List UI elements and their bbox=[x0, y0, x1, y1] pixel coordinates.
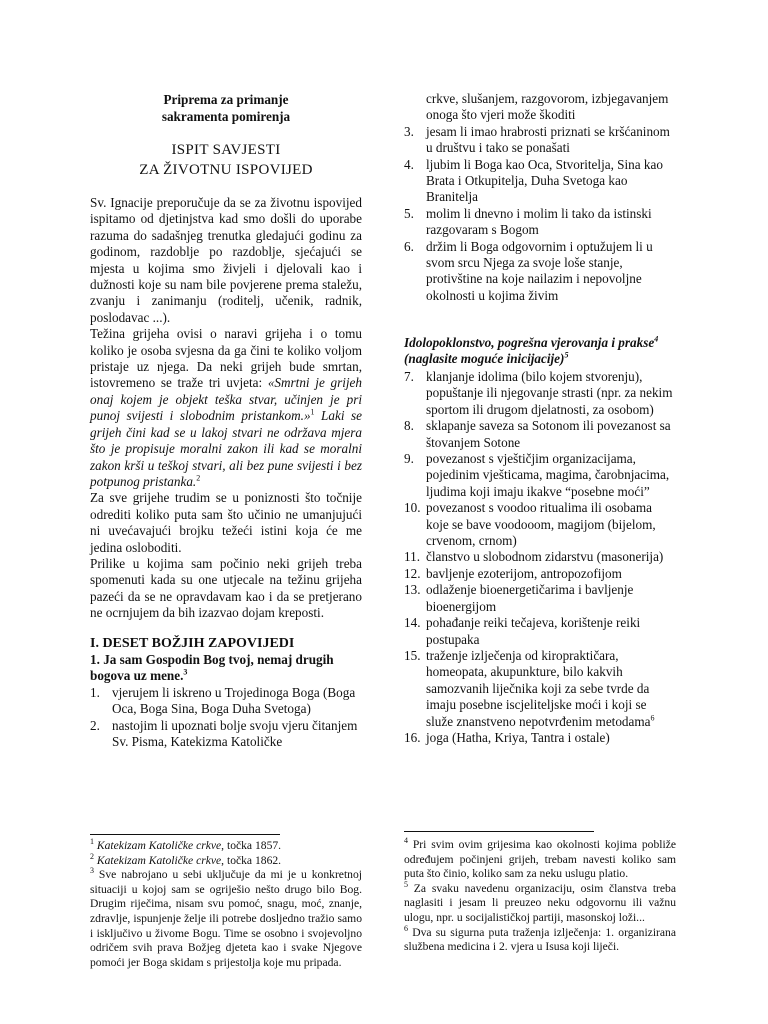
footnote-ref: 3 bbox=[183, 667, 188, 677]
right-list-top bbox=[404, 91, 676, 304]
list-item: 2. nastojim li upoznati bolje svoju vjeru čitanjem Sv. Pisma, Katekizma Katoličke bbox=[90, 717, 358, 749]
section-title: I. DESET BOŽJIH ZAPOVIJEDI bbox=[90, 635, 295, 651]
idolatry-heading: Idolopoklonstvo, pogrešna vjerovanja i prakse$^4$ (naglasite moguće inicijacije)$^5$ bbox=[404, 334, 659, 367]
footnote-divider bbox=[404, 831, 594, 832]
footnote-ref: 6 bbox=[650, 713, 655, 723]
commandment-heading: 1. Ja sam Gospodin Bog tvoj, nemaj drugih bogova uz mene.$^3$ bbox=[90, 651, 334, 684]
footnote-ref: 2 bbox=[196, 473, 201, 483]
list-item: 6. držim li Boga odgovornim i optužujem li u svom srcu Njega za svoje loše stanje, protivštine na koje nailazim i nepovoljne okolnosti u kojima živim bbox=[404, 238, 653, 303]
list-item: 1. vjerujem li iskreno u Trojedinoga Boga (Boga Oca, Boga Sina, Boga Duha Svetoga) bbox=[90, 684, 356, 717]
paragraph-intro: Sv. Ignacije preporučuje da se za životnu ispovijed ispitamo od djetinjstva kad smo došli do uporabe razuma do sadašnjeg trenutka gledajući godinu za godinom, razdoblje po razdoblje, sjećajući se mjesta u kojima smo živjeli i djelovali kao i dužnosti koje su nam bile povjerene prema staležu, zvanju i zanimanju (roditelj, učenik, radnik, poslodavac ...). bbox=[90, 195, 362, 325]
footnote-ref: 4 bbox=[654, 334, 659, 344]
footnote: $^6$ Dva su sigurna puta traženja izlječenja: 1. organizirana službena medicina i 2. vjera u Isusa koji liječi. bbox=[404, 923, 676, 954]
left-column bbox=[90, 0, 362, 1024]
paragraph-circumstances: Prilike u kojima sam počinio neki grijeh treba spomenuti kada su one utjecale na težinu grijeha pazeći da se ne opravdavam kao i da se pretjerano ne ocrnjujem da bih izazvao dojam kreposti. bbox=[90, 555, 362, 621]
footnote: $^2$ Katekizam Katoličke crkve, točka 1862. bbox=[90, 851, 282, 867]
list-item: 9. povezanost s vještičjim organizacijama, pojedinim vješticama, magima, čarobnjacima, ljudima koji imaju ikakve “posebne moći” bbox=[404, 451, 670, 499]
list-item-continuation: crkve, slušanjem, razgovorom, izbjegavanjem onoga što vjeri može škoditi bbox=[426, 91, 669, 123]
right-column bbox=[404, 0, 676, 1024]
list-item: 5. molim li dnevno i molim li tako da istinski razgovaram s Bogom bbox=[404, 205, 652, 238]
list-item: 11. članstvo u slobodnom zidarstvu (masonerija) bbox=[404, 549, 664, 565]
document-heading: ISPIT SAVJESTI ZA ŽIVOTNU ISPOVIJED bbox=[139, 142, 313, 178]
list-item: 12. bavljenje ezoterijom, antropozofijom bbox=[404, 565, 622, 581]
footnote-ref: 5 bbox=[564, 351, 569, 361]
idolatry-list bbox=[404, 369, 676, 746]
list-item: 14. pohađanje reiki tečajeva, korištenje reiki postupaka bbox=[404, 615, 641, 647]
footnote: $^5$ Za svaku navedenu organizaciju, osim članstva treba naglasiti i jesam li preuzeo neku odgovornu ili važnu ulogu, npr. u socijalističkoj partiji, masonskoj loži... bbox=[404, 879, 676, 924]
commandment-list-continued bbox=[404, 124, 676, 304]
footnote: $^4$ Pri svim ovim grijesima kao okolnosti kojima pobliže određujem počinjeni grijeh, trebam navesti koliko sam puta što činio, koliko sam za neku uslugu platio. bbox=[404, 836, 676, 881]
list-item: 15. traženje izlječenja od kiropraktičara, homeopata, akupunkture, bilo kakvih samozvanih liječnika koji za sebe tvrde da imaju posebne iscjeliteljske moći i koji se služe znanstveno nepotvrđenim metodama$^6$ bbox=[404, 647, 655, 729]
left-body bbox=[90, 195, 362, 750]
footnote-ref: 1 bbox=[310, 407, 315, 417]
list-item: 3. jesam li imao hrabrosti priznati se kršćaninom u društvu i tako se ponašati bbox=[404, 123, 670, 156]
list-item: 8. sklapanje saveza sa Sotonom ili povezanost sa štovanjem Sotone bbox=[404, 418, 671, 450]
paragraph-gravity: Težina grijeha ovisi o naravi grijeha i o tomu koliko je osoba svjesna da ga čini te koliko voljom pristaje uz njega. Da neki grijeh bude smrtan, istovremeno se traže tri uvjeta: «Smrtni je grijeh onaj kojem je objekt teška stvar, učinjen je pri punoj svijesti i slobodnim pristankom.»$^1$ Laki se grijeh čini kad se u lakoj stvari ne održava mjera što je propisuje moralni zakon ili kad se moralni zakon krši u teškoj stvari, ali bez pune svijesti i bez potpunog pristanka.$^2$ bbox=[90, 326, 362, 489]
footnote: $^3$ Sve nabrojano u sebi uključuje da mi je u konkretnoj situaciji u kojoj sam se ogriješio nešto drugo bilo Bog. Drugim riječima, nisam svu pomoć, snagu, moć, znanje, zdravlje, ispunjenje želje ili potrebe dosljedno tražio samo i isključivo u živome Bogu. Time se osobno i svojevoljno odričem svih prava Božjeg djeteta kao i svake Njegove pomoći jer Boga skidam s prijestolja koje mu pripada. bbox=[90, 866, 362, 969]
list-item: 13. odlaženje bioenergetičarima i bavljenje bioenergijom bbox=[404, 582, 634, 614]
list-item: 4. ljubim li Boga kao Oca, Stvoritelja, Sina kao Brata i Otkupitelja, Duha Svetoga kao Branitelja bbox=[404, 156, 663, 205]
footnote-divider bbox=[90, 834, 280, 835]
footnote: $^1$ Katekizam Katoličke crkve, točka 1857. bbox=[90, 837, 282, 852]
footnotes-left bbox=[90, 839, 362, 970]
list-item: 10. povezanost s voodoo ritualima ili osobama koje se bave voodooom, magijom (bijelom, crvenom, crnom) bbox=[404, 500, 656, 549]
list-item: 16. joga (Hatha, Kriya, Tantra i ostale) bbox=[404, 729, 610, 745]
document-title: Priprema za primanje sakramenta pomirenja bbox=[161, 92, 291, 124]
commandment-list bbox=[90, 685, 362, 751]
footnotes-right bbox=[404, 838, 676, 955]
list-item: 7. klanjanje idolima (bilo kojem stvorenju), popuštanje ili njegovanje strasti (npr. za nekim sportom ili drugom djelatnosti, za osobom) bbox=[404, 369, 673, 417]
paragraph-humility: Za sve grijehe trudim se u poniznosti što točnije odrediti koliko puta sam što učinio ne umanjujući ni uvećavajući brojku težeći istini koja će me jedina osloboditi. bbox=[90, 490, 362, 555]
